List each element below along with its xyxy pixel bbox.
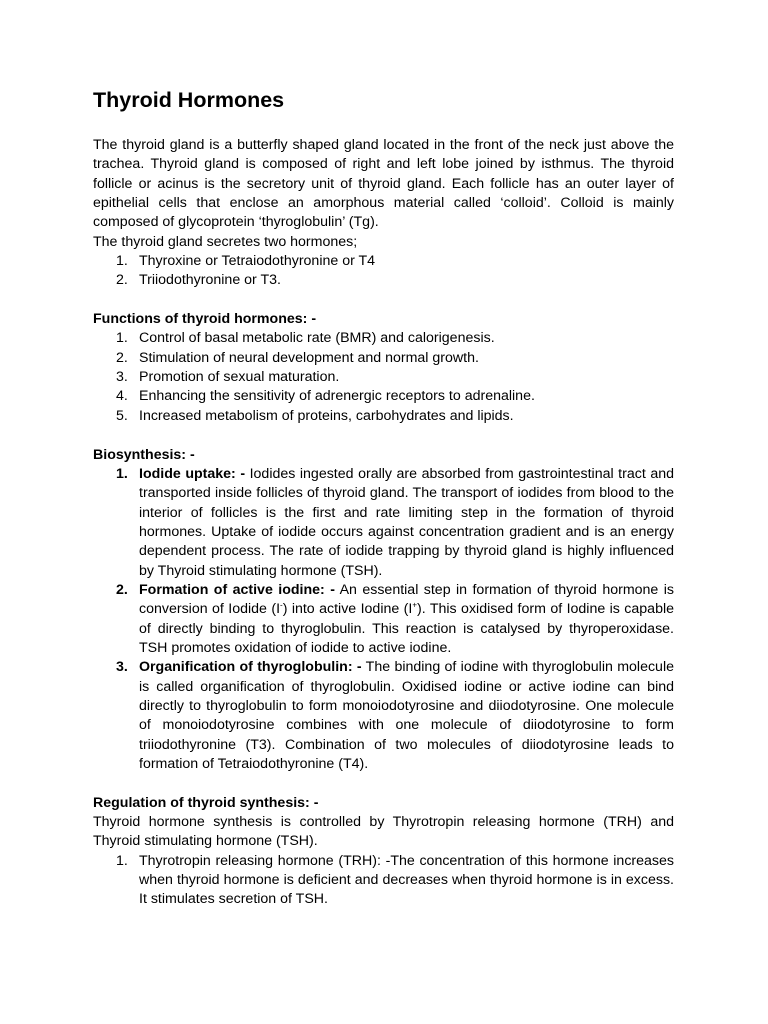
hormones-list bbox=[93, 252, 674, 291]
biosynthesis-step-iodide-uptake: 1. Iodide uptake: - Iodides ingested orally are absorbed from gastrointestinal tract and transported inside follicles of thyroid gland. The transport of iodides from blood to the interior of follicles is the first and rate limiting step in the formation of thyroid hormones. Uptake of iodide occurs against concentration gradient and is an energy dependent process. The rate of iodide trapping by thyroid gland is highly influenced by Thyroid stimulating hormone (TSH). bbox=[116, 465, 674, 579]
regulation-list bbox=[93, 852, 674, 910]
document-body bbox=[93, 86, 674, 910]
list-item: 4. Enhancing the sensitivity of adrenergic receptors to adrenaline. bbox=[116, 388, 535, 405]
list-item: 1. Control of basal metabolic rate (BMR) and calorigenesis. bbox=[116, 330, 495, 347]
secretes-line: The thyroid gland secretes two hormones; bbox=[93, 233, 358, 250]
list-item: 1. Thyroxine or Tetraiodothyronine or T4 bbox=[116, 253, 376, 270]
biosynthesis-step-organification: 3. Organification of thyroglobulin: - The binding of iodine with thyroglobulin molecule is called organification of thyroglobulin. Oxidised iodine or active iodine can bind directly to thyroglobulin to form monoiodotyrosine and diiodotyrosine. One molecule of monoiodotyrosine combines with one molecule of diiodotyrosine to form triiodothyronine (T3). Combination of two molecules of diiodotyrosine leads to formation of Tetraiodothyronine (T4). bbox=[116, 659, 674, 772]
intro-paragraph: The thyroid gland is a butterfly shaped gland located in the front of the neck just above the trachea. Thyroid gland is composed of right and left lobe joined by isthmus. The thyroid follicle or acinus is the secretory unit of thyroid gland. Each follicle has an outer layer of epithelial cells that enclose an amorphous material called ‘colloid’. Colloid is mainly composed of glycoprotein ‘thyroglobulin’ (Tg). bbox=[93, 137, 674, 231]
list-item: 1. Thyrotropin releasing hormone (TRH): -The concentration of this hormone increases when thyroid hormone is deficient and decreases when thyroid hormone is in excess. It stimulates secretion of TSH. bbox=[116, 852, 674, 908]
list-item: 5. Increased metabolism of proteins, carbohydrates and lipids. bbox=[116, 407, 514, 424]
step-label: Formation of active iodine: - bbox=[139, 581, 335, 598]
list-item: 2. Triiodothyronine or T3. bbox=[116, 272, 281, 289]
functions-list bbox=[93, 329, 674, 426]
list-item: 3. Promotion of sexual maturation. bbox=[116, 369, 340, 386]
step-label: Organification of thyroglobulin: - bbox=[139, 659, 362, 676]
list-item: 2. Stimulation of neural development and normal growth. bbox=[116, 349, 479, 366]
biosynthesis-heading: Biosynthesis: - bbox=[93, 446, 195, 463]
regulation-heading: Regulation of thyroid synthesis: - bbox=[93, 794, 319, 811]
functions-heading: Functions of thyroid hormones: - bbox=[93, 311, 317, 328]
regulation-intro: Thyroid hormone synthesis is controlled by Thyrotropin releasing hormone (TRH) and Thyroid stimulating hormone (TSH). bbox=[93, 814, 674, 850]
biosynthesis-step-active-iodine: 2. Formation of active iodine: - An essential step in formation of thyroid hormone is conversion of Iodide (I-) into active Iodine (I+). This oxidised form of Iodine is capable of directly binding to thyroglobulin. This reaction is catalysed by thyroperoxidase. TSH promotes oxidation of iodide to active iodine. bbox=[116, 581, 674, 656]
step-label: Iodide uptake: - bbox=[139, 465, 246, 482]
document-title: Thyroid Hormones bbox=[93, 88, 285, 112]
biosynthesis-list bbox=[93, 465, 674, 775]
